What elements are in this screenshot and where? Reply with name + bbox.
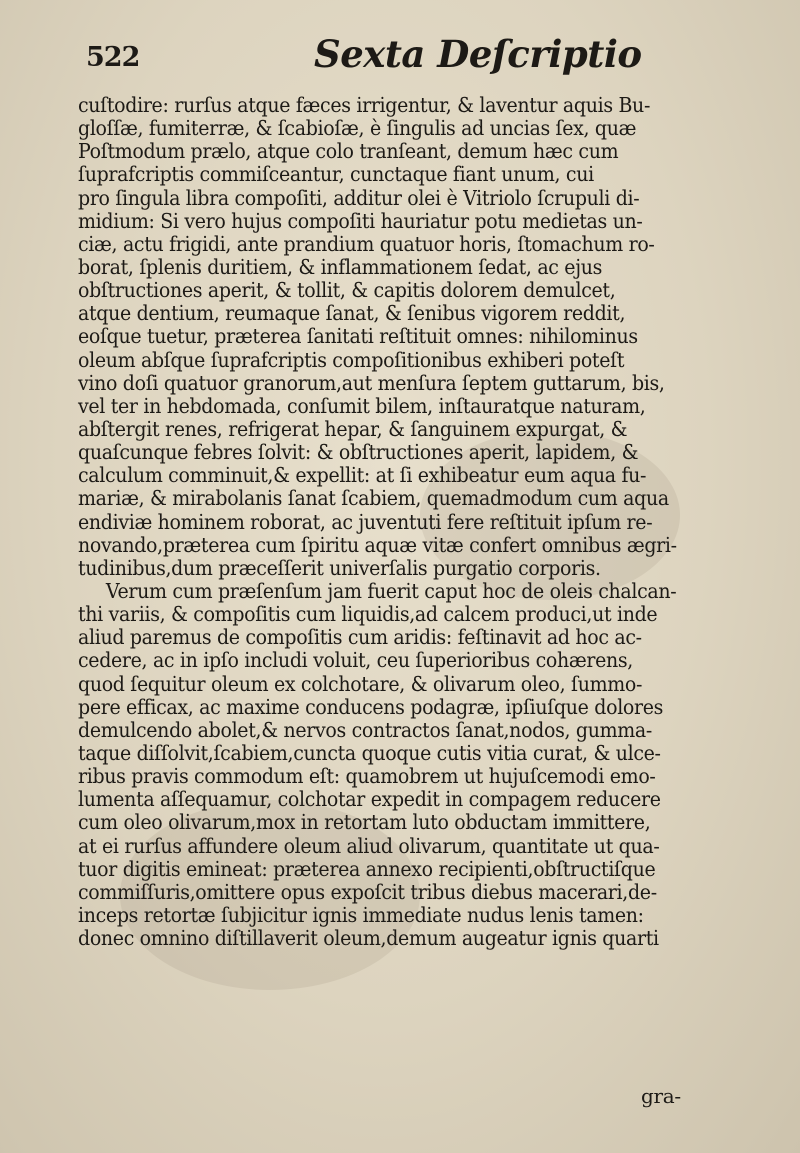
page-number: 522: [86, 42, 140, 73]
text-line: tudinibus,dum præceſſerit univerſalis purgatio corporis.: [78, 555, 601, 580]
body-text: [78, 94, 728, 950]
text-line: borat, ſplenis duritiem, & inflammationem ſedat, ac ejus: [78, 254, 603, 279]
text-line: abſtergit renes, refrigerat hepar, & ſanguinem expurgat, &: [78, 416, 628, 441]
text-line: quaſcunque febres ſolvit: & obſtructiones aperit, lapidem, &: [78, 440, 639, 465]
text-line: atque dentium, reumaque ſanat, & ſenibus vigorem reddit,: [78, 301, 626, 326]
text-line: cum oleo olivarum,mox in retortam luto obductam immittere,: [78, 810, 651, 835]
text-line: eoſque tuetur, præterea ſanitati reſtituit omnes: nihilominus: [78, 324, 638, 349]
paragraph-start-line: Verum cum præſenſum jam fuerit caput hoc de oleis chalcan-: [105, 578, 677, 603]
page-header: [0, 30, 800, 80]
text-line: commiſſuris,omittere opus expoſcit tribus diebus macerari,de-: [78, 879, 657, 904]
text-line: lumenta aſſequamur, colchotar expedit in compagem reducere: [78, 787, 661, 812]
text-line: endiviæ hominem roborat, ac juventuti fere reſtituit ipſum re-: [78, 509, 653, 534]
text-line: taque diſſolvit,ſcabiem,cuncta quoque cutis vitia curat, & ulce-: [78, 740, 661, 765]
text-line: calculum comminuit,& expellit: at ſi exhibeatur eum aqua fu-: [78, 463, 647, 488]
text-line: quod ſequitur oleum ex colchotare, & olivarum oleo, ſummo-: [78, 671, 643, 696]
text-line: vel ter in hebdomada, conſumit bilem, inſtauratque naturam,: [78, 393, 646, 418]
text-line: demulcendo abolet,& nervos contractos ſanat,nodos, gumma-: [78, 717, 652, 742]
text-line: oleum abſque ſuprafcriptis compoſitionibus exhiberi poteſt: [78, 347, 625, 372]
text-line: cuſtodire: rurſus atque fæces irrigentur, & laventur aquis Bu-: [78, 93, 651, 117]
text-line: Poſtmodum prælo, atque colo tranſeant, demum hæc cum: [78, 139, 619, 164]
text-line: ribus pravis commodum eſt: quamobrem ut hujuſcemodi emo-: [78, 764, 656, 789]
text-line: ciæ, actu frigidi, ante prandium quatuor horis, ſtomachum ro-: [78, 231, 655, 256]
text-line: thi variis, & compoſitis cum liquidis,ad calcem produci,ut inde: [78, 602, 658, 627]
text-line: cedere, ac in ipſo includi voluit, ceu ſuperioribus cohærens,: [78, 648, 633, 673]
text-line: donec omnino diſtillaverit oleum,demum augeatur ignis quarti: [78, 926, 659, 951]
text-line: pro ſingula libra compoſiti, additur olei è Vitriolo ſcrupuli di-: [78, 185, 640, 210]
text-line: ſuprafcriptis commiſceantur, cunctaque fiant unum, cui: [78, 162, 594, 187]
text-line: inceps retortæ ſubjicitur ignis immediate nudus lenis tamen:: [78, 902, 644, 927]
text-line: at ei rurſus affundere oleum aliud olivarum, quantitate ut qua-: [78, 833, 660, 858]
running-title: Sexta Deſcriptio: [314, 32, 642, 76]
catchword: gra-: [641, 1084, 681, 1108]
text-line: pere efficax, ac maxime conducens podagræ, ipſiuſque dolores: [78, 694, 664, 719]
text-line: tuor digitis emineat: præterea annexo recipienti,obſtructiſque: [78, 856, 656, 881]
text-line: obſtructiones aperit, & tollit, & capitis dolorem demulcet,: [78, 278, 616, 303]
text-line: mariæ, & mirabolanis ſanat ſcabiem, quemadmodum cum aqua: [78, 486, 669, 511]
text-line: novando,præterea cum ſpiritu aquæ vitæ confert omnibus ægri-: [78, 532, 677, 557]
text-line: midium: Si vero hujus compoſiti hauriatur potu medietas un-: [78, 208, 643, 233]
text-line: gloſſæ, fumiterræ, & ſcabioſæ, è ſingulis ad uncias ſex, quæ: [78, 116, 637, 141]
text-line: vino doſi quatuor granorum,aut menſura ſeptem guttarum, bis,: [78, 370, 665, 395]
text-line: aliud paremus de compoſitis cum aridis: feſtinavit ad hoc ac-: [78, 625, 642, 650]
